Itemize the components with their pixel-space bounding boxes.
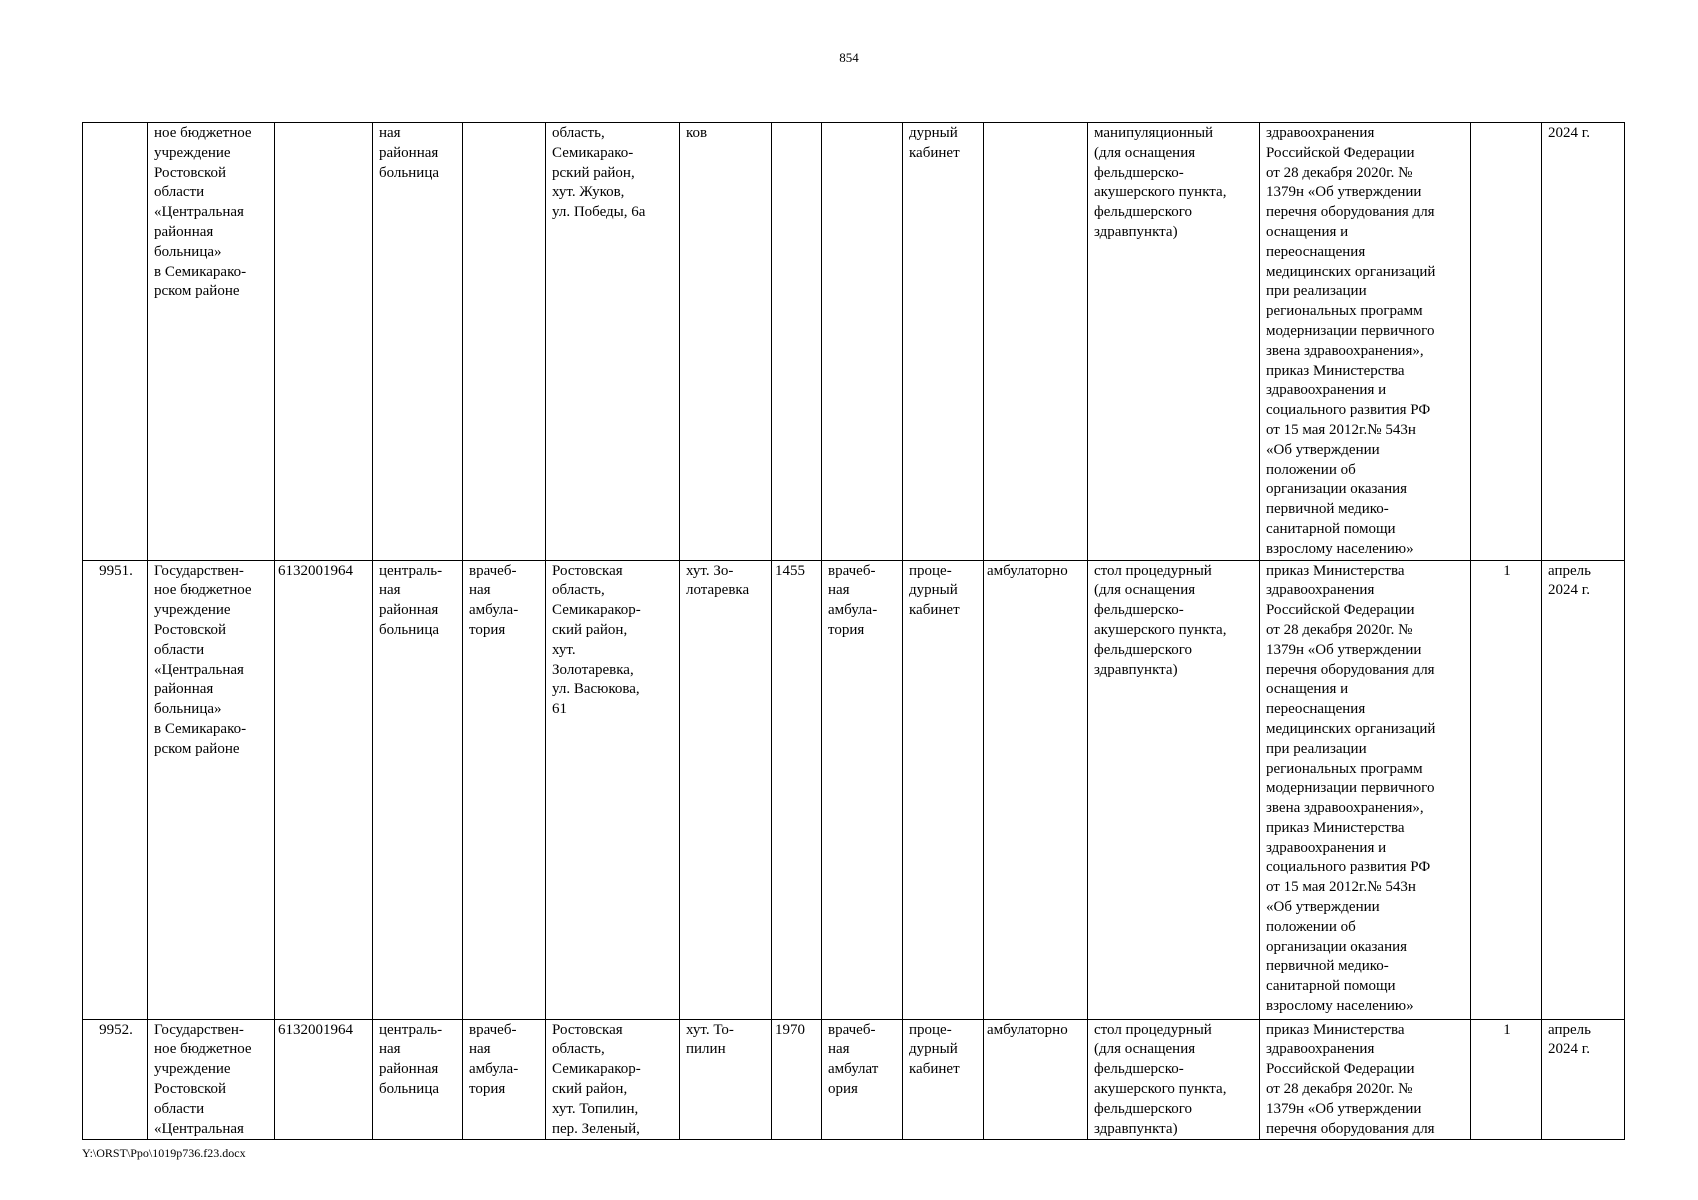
organization-type: централь- ная районная больница: [379, 562, 443, 638]
legal-basis-cell: [1260, 1019, 1471, 1140]
organization-name: Государствен- ное бюджетное учреждение Ростовской области «Центральная районная больница» в Семикарако- рском районе: [154, 562, 252, 757]
legal-basis: приказ Министерства здравоохранения Российской Федерации от 28 декабря 2020г. № 1379н «Об утверждении перечня оборудования для: [1266, 1021, 1435, 1137]
table-row: [83, 1019, 1625, 1140]
organization-type: централь- ная районная больница: [379, 1021, 443, 1097]
row-number: 9952.: [99, 1021, 133, 1038]
room-type-cell: [903, 123, 984, 561]
equipment-table: [82, 122, 1625, 1140]
locality-cell: [680, 1019, 772, 1140]
deadline-cell: [1542, 123, 1625, 561]
equipment-name-cell: [1088, 560, 1260, 1019]
equipment-name-cell: [1088, 123, 1260, 561]
table-row: [83, 560, 1625, 1019]
legal-basis-cell: [1260, 123, 1471, 561]
locality-cell: [680, 123, 772, 561]
care-conditions-cell: [984, 560, 1088, 1019]
address: область, Семикарако- рский район, хут. Жуков, ул. Победы, 6а: [552, 125, 646, 221]
deadline-cell: [1542, 560, 1625, 1019]
inn-code-cell: [275, 1019, 373, 1140]
structural-unit-cell: [822, 1019, 903, 1140]
address: Ростовская область, Семикаракор- ский район, хут. Топилин, пер. Зеленый,: [552, 1021, 641, 1137]
subdivision-type: врачеб- ная амбула- тория: [469, 562, 519, 638]
population: 1455: [775, 562, 805, 579]
room-type: дурный кабинет: [909, 125, 960, 161]
deadline: апрель 2024 г.: [1548, 562, 1591, 599]
row-number: 9951.: [99, 562, 133, 579]
quantity-cell: [1471, 123, 1542, 561]
quantity: 1: [1503, 562, 1511, 579]
locality: ков: [686, 125, 708, 141]
legal-basis-cell: [1260, 560, 1471, 1019]
locality-cell: [680, 560, 772, 1019]
deadline-cell: [1542, 1019, 1625, 1140]
quantity-cell: [1471, 560, 1542, 1019]
organization-name-cell: [148, 560, 275, 1019]
row-number-cell: [83, 1019, 148, 1140]
file-path-footer: Y:\ORST\Ppo\1019p736.f23.docx: [82, 1146, 246, 1160]
address-cell: [546, 560, 680, 1019]
structural-unit-cell: [822, 560, 903, 1019]
care-conditions-cell: [984, 1019, 1088, 1140]
locality: хут. То- пилин: [686, 1021, 734, 1058]
population-cell: [772, 1019, 822, 1140]
legal-basis: приказ Министерства здравоохранения Российской Федерации от 28 декабря 2020г. № 1379н «Об утверждении перечня оборудования для оснащения и переоснащения медицинских организаций при реализации региональных программ модернизации первичного звена здравоохранения», приказ Министерства здравоохранения и социального развития РФ от 15 мая 2012г.№ 543н «Об утверждении положении об организации оказания первичной медико- санитарной помощи взрослому населению»: [1266, 562, 1436, 1015]
legal-basis: здравоохранения Российской Федерации от 28 декабря 2020г. № 1379н «Об утверждении перечня оборудования для оснащения и переоснащения медицинских организаций при реализации региональных программ модернизации первичного звена здравоохранения», приказ Министерства здравоохранения и социального развития РФ от 15 мая 2012г.№ 543н «Об утверждении положении об организации оказания первичной медико- санитарной помощи взрослому населению»: [1266, 125, 1436, 557]
address-cell: [546, 123, 680, 561]
population-cell: [772, 123, 822, 561]
inn-code: 6132001964: [278, 562, 353, 579]
room-type: проце- дурный кабинет: [909, 562, 960, 619]
equipment-name: стол процедурный (для оснащения фельдшерско- акушерского пункта, фельдшерского здравпункта): [1094, 1021, 1227, 1137]
equipment-name: стол процедурный (для оснащения фельдшерско- акушерского пункта, фельдшерского здравпункта): [1094, 562, 1227, 678]
locality: хут. Зо- лотаревка: [686, 562, 750, 599]
organization-name-cell: [148, 123, 275, 561]
population-cell: [772, 560, 822, 1019]
inn-code: 6132001964: [278, 1021, 353, 1038]
deadline: 2024 г.: [1548, 125, 1590, 141]
care-conditions: амбулаторно: [987, 1021, 1068, 1038]
table-row: [83, 123, 1625, 561]
equipment-name: манипуляционный (для оснащения фельдшерско- акушерского пункта, фельдшерского здравпункта): [1094, 125, 1227, 240]
organization-name: Государствен- ное бюджетное учреждение Ростовской области «Центральная: [154, 1021, 252, 1137]
inn-code-cell: [275, 123, 373, 561]
care-conditions: амбулаторно: [987, 562, 1068, 579]
quantity-cell: [1471, 1019, 1542, 1140]
quantity: 1: [1503, 1021, 1511, 1038]
address-cell: [546, 1019, 680, 1140]
address: Ростовская область, Семикаракор- ский район, хут. Золотаревка, ул. Васюкова, 61: [552, 562, 641, 718]
organization-type: ная районная больница: [379, 125, 439, 181]
structural-unit-cell: [822, 123, 903, 561]
equipment-name-cell: [1088, 1019, 1260, 1140]
row-number-cell: [83, 560, 148, 1019]
organization-name: ное бюджетное учреждение Ростовской области «Центральная районная больница» в Семикарако- рском районе: [154, 125, 252, 300]
subdivision-type-cell: [463, 560, 546, 1019]
organization-type-cell: [373, 1019, 463, 1140]
subdivision-type: врачеб- ная амбула- тория: [469, 1021, 519, 1097]
structural-unit: врачеб- ная амбула- тория: [828, 562, 878, 638]
subdivision-type-cell: [463, 1019, 546, 1140]
population: 1970: [775, 1021, 805, 1038]
organization-name-cell: [148, 1019, 275, 1140]
deadline: апрель 2024 г.: [1548, 1021, 1591, 1058]
organization-type-cell: [373, 560, 463, 1019]
row-number-cell: [83, 123, 148, 561]
inn-code-cell: [275, 560, 373, 1019]
care-conditions-cell: [984, 123, 1088, 561]
structural-unit: врачеб- ная амбулат ория: [828, 1021, 879, 1097]
page-number: 854: [839, 50, 859, 65]
subdivision-type-cell: [463, 123, 546, 561]
organization-type-cell: [373, 123, 463, 561]
room-type: проце- дурный кабинет: [909, 1021, 960, 1078]
room-type-cell: [903, 1019, 984, 1140]
room-type-cell: [903, 560, 984, 1019]
